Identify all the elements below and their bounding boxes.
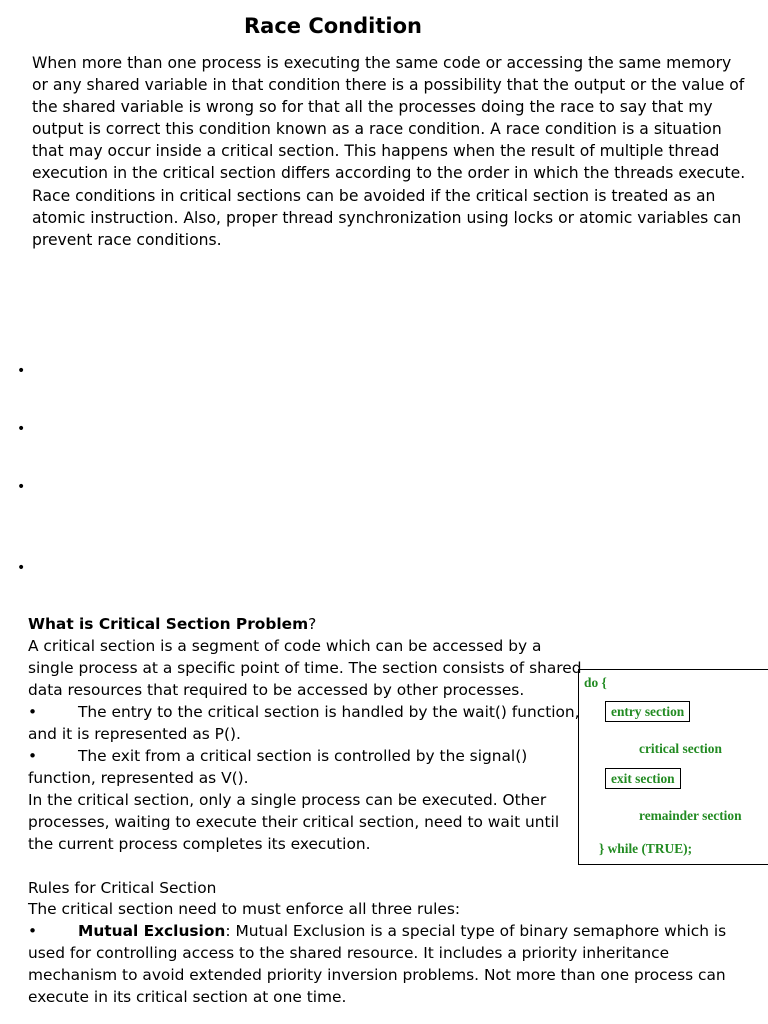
bullet-dot: •	[17, 421, 26, 437]
critical-section-heading	[28, 613, 316, 635]
page-title: Race Condition	[244, 14, 422, 38]
critical-section-heading-text: What is Critical Section Problem	[28, 615, 309, 633]
code-critical-section: critical section	[639, 741, 722, 756]
cs-bullet-exit	[28, 745, 584, 789]
bullet-glyph: •	[28, 703, 38, 721]
cs-explanation: In the critical section, only a single process can be executed. Other processes, waiting to execute their critical section, need to wait until the current process completes its execution.	[28, 791, 560, 853]
critical-section-code-figure	[578, 669, 768, 865]
bullet-glyph: •	[28, 747, 38, 765]
intro-paragraph: When more than one process is executing the same code or accessing the same memory or any shared variable in that condition there is a possibility that the output or the value of the shared variable is wrong so for that all the processes doing the race to say that my output is correct this condition known as a race condition. A race condition is a situation that may occur inside a critical section. This happens when the result of multiple thread execution in the critical section differs according to the order in which the threads execute. Race conditions in critical sections can be avoided if the critical section is treated as an atomic instruction. Also, proper thread synchronization using locks or atomic variables can prevent race conditions.	[32, 54, 746, 249]
cs-definition: A critical section is a segment of code which can be accessed by a single process at a specific point of time. The section consists of shared data resources that required to be accessed by other processes.	[28, 637, 582, 699]
heading-question-mark: ?	[308, 615, 317, 633]
rules-section	[28, 878, 758, 1008]
mutual-exclusion-text: : Mutual Exclusion is a special type of binary semaphore which is used for controlling access to the shared resource. It includes a priority inheritance mechanism to avoid extended priority inversion problems. Not more than one process can execute in its critical section at one time.	[28, 922, 727, 1006]
cs-bullet-entry	[28, 701, 584, 745]
bullet-glyph: •	[28, 922, 38, 940]
code-entry-section	[605, 704, 690, 720]
rules-intro: The critical section need to must enforce all three rules:	[28, 900, 461, 918]
exit-section-box: exit section	[605, 768, 681, 789]
bullet-dot: •	[17, 363, 26, 379]
code-exit-section	[605, 771, 681, 787]
rules-heading: Rules for Critical Section	[28, 879, 217, 897]
cs-bullet-entry-text: The entry to the critical section is handled by the wait() function, and it is represented as P().	[28, 703, 580, 743]
code-do: do {	[584, 675, 607, 690]
code-while: } while (TRUE);	[599, 841, 693, 856]
bullet-dot: •	[17, 560, 26, 576]
rule-mutual-exclusion	[28, 920, 758, 1008]
entry-section-box: entry section	[605, 701, 690, 722]
code-remainder-section: remainder section	[639, 808, 742, 823]
mutual-exclusion-label: Mutual Exclusion	[78, 922, 226, 940]
cs-bullet-exit-text: The exit from a critical section is controlled by the signal() function, represented as V().	[28, 747, 528, 787]
critical-section-body	[28, 635, 584, 855]
bullet-dot: •	[17, 479, 26, 495]
